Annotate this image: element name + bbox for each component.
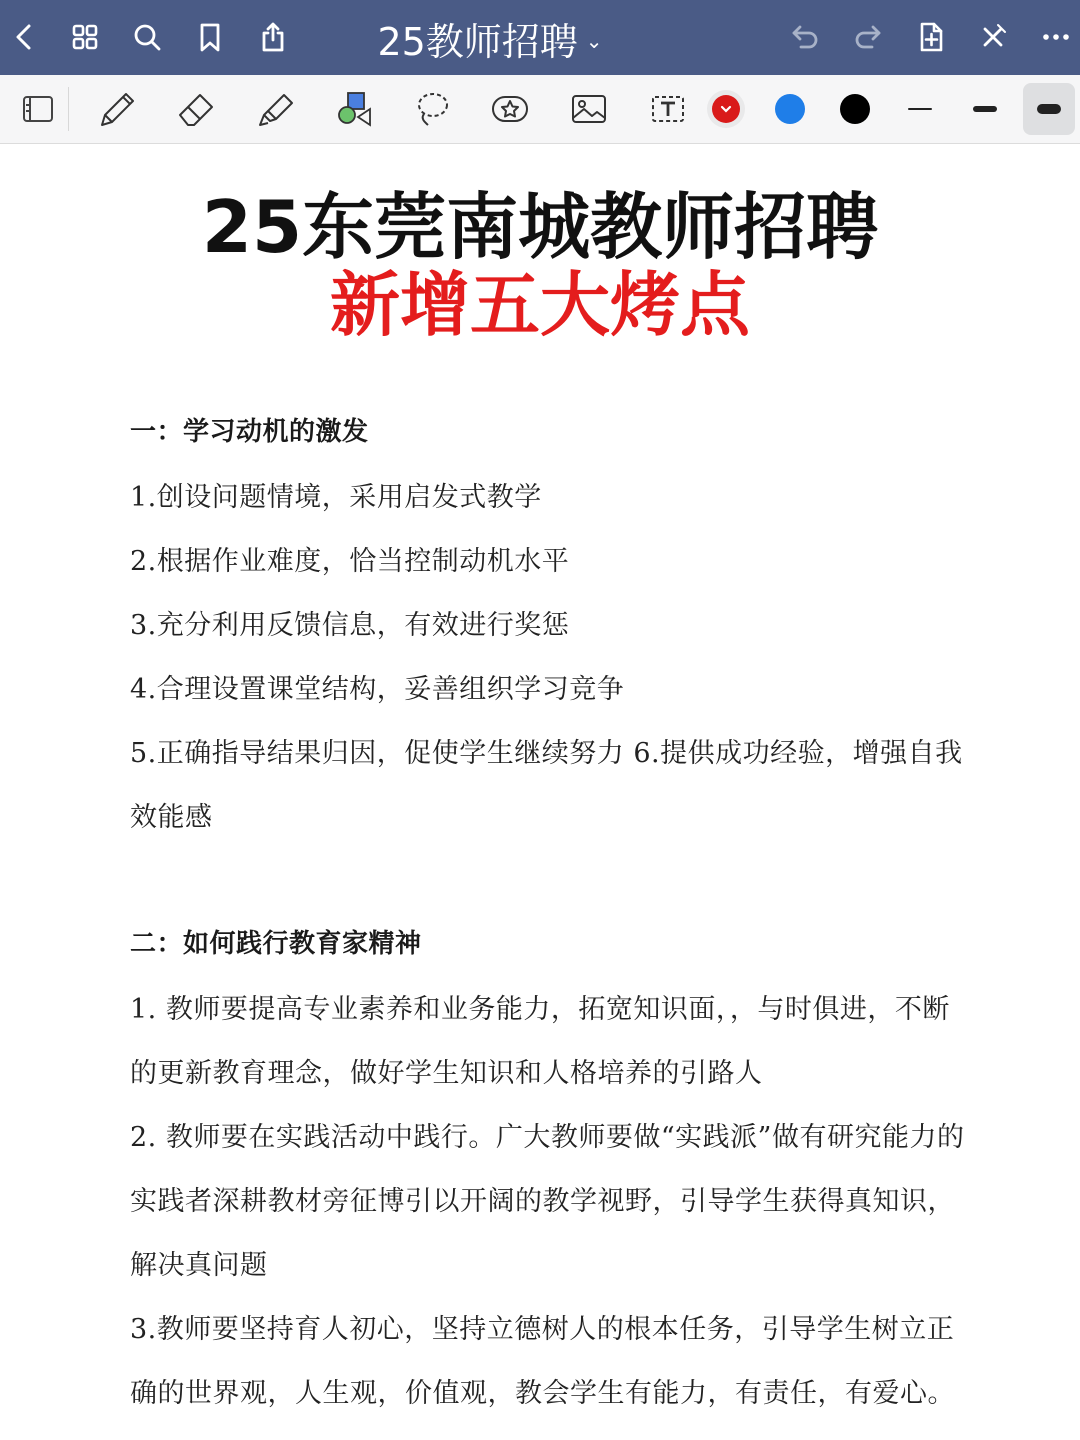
section-heading: 一：学习动机的激发 xyxy=(130,417,369,447)
list-item: 确的世界观，人生观，价值观，教会学生有能力，有责任，有爱心。 xyxy=(130,1378,955,1409)
list-item: 效能感 xyxy=(130,802,213,833)
list-item: 1.创设问题情境，采用启发式教学 xyxy=(130,482,542,513)
list-item: 实践者深耕教材旁征博引以开阔的教学视野，引导学生获得真知识， xyxy=(130,1186,955,1217)
top-bar xyxy=(0,0,1080,75)
section-heading: 二：如何践行教育家精神 xyxy=(130,929,422,959)
lasso-icon[interactable] xyxy=(406,83,458,135)
eraser-icon[interactable] xyxy=(170,83,222,135)
share-icon[interactable] xyxy=(250,14,296,60)
list-item: 4.合理设置课堂结构，妥善组织学习竞争 xyxy=(130,674,625,705)
search-icon[interactable] xyxy=(124,14,170,60)
read-mode-icon[interactable] xyxy=(12,83,64,135)
list-item: 1. 教师要提高专业素养和业务能力，拓宽知识面，，与时俱进，不断 xyxy=(130,994,950,1025)
list-item: 5.正确指导结果归因，促使学生继续努力 6.提供成功经验，增强自我 xyxy=(130,738,963,769)
redo-icon[interactable] xyxy=(845,14,891,60)
list-item: 3.充分利用反馈信息，有效进行奖惩 xyxy=(130,610,570,641)
pen-icon[interactable] xyxy=(90,83,142,135)
list-item: 的更新教育理念，做好学生知识和人格培养的引路人 xyxy=(130,1058,763,1089)
stroke-medium-option[interactable] xyxy=(959,83,1011,135)
color-blue-swatch[interactable] xyxy=(764,83,816,135)
drawing-toolbar xyxy=(0,75,1080,144)
sticker-icon[interactable] xyxy=(484,83,536,135)
undo-icon[interactable] xyxy=(782,14,828,60)
stroke-thin-option[interactable] xyxy=(894,83,946,135)
document-title[interactable] xyxy=(340,12,640,64)
add-page-icon[interactable] xyxy=(908,14,954,60)
list-item: 2.根据作业难度，恰当控制动机水平 xyxy=(130,546,570,577)
document-title-text: 25教师招聘 xyxy=(377,19,578,64)
document-subheading: 新增五大烤点 xyxy=(330,264,750,346)
image-icon[interactable] xyxy=(563,83,615,135)
list-item: 解决真问题 xyxy=(130,1250,268,1281)
back-icon[interactable] xyxy=(2,14,48,60)
close-icon[interactable] xyxy=(970,14,1016,60)
list-item: 3.教师要坚持育人初心，坚持立德树人的根本任务，引导学生树立正 xyxy=(130,1314,955,1345)
chevron-down-icon: ⌄ xyxy=(585,29,603,53)
more-icon[interactable] xyxy=(1033,14,1079,60)
color-black-swatch[interactable] xyxy=(829,83,881,135)
highlighter-icon[interactable] xyxy=(250,83,302,135)
toolbar-divider xyxy=(68,87,69,131)
list-item: 2. 教师要在实践活动中践行。广大教师要做“实践派”做有研究能力的 xyxy=(130,1122,965,1153)
grid-icon[interactable] xyxy=(62,14,108,60)
text-icon[interactable] xyxy=(641,83,693,135)
document-page xyxy=(0,143,1080,1440)
bookmark-icon[interactable] xyxy=(187,14,233,60)
stroke-thick-option[interactable] xyxy=(1023,83,1075,135)
color-red-swatch[interactable] xyxy=(700,83,752,135)
shapes-icon[interactable] xyxy=(328,83,380,135)
document-heading: 25东莞南城教师招聘 xyxy=(201,185,879,269)
